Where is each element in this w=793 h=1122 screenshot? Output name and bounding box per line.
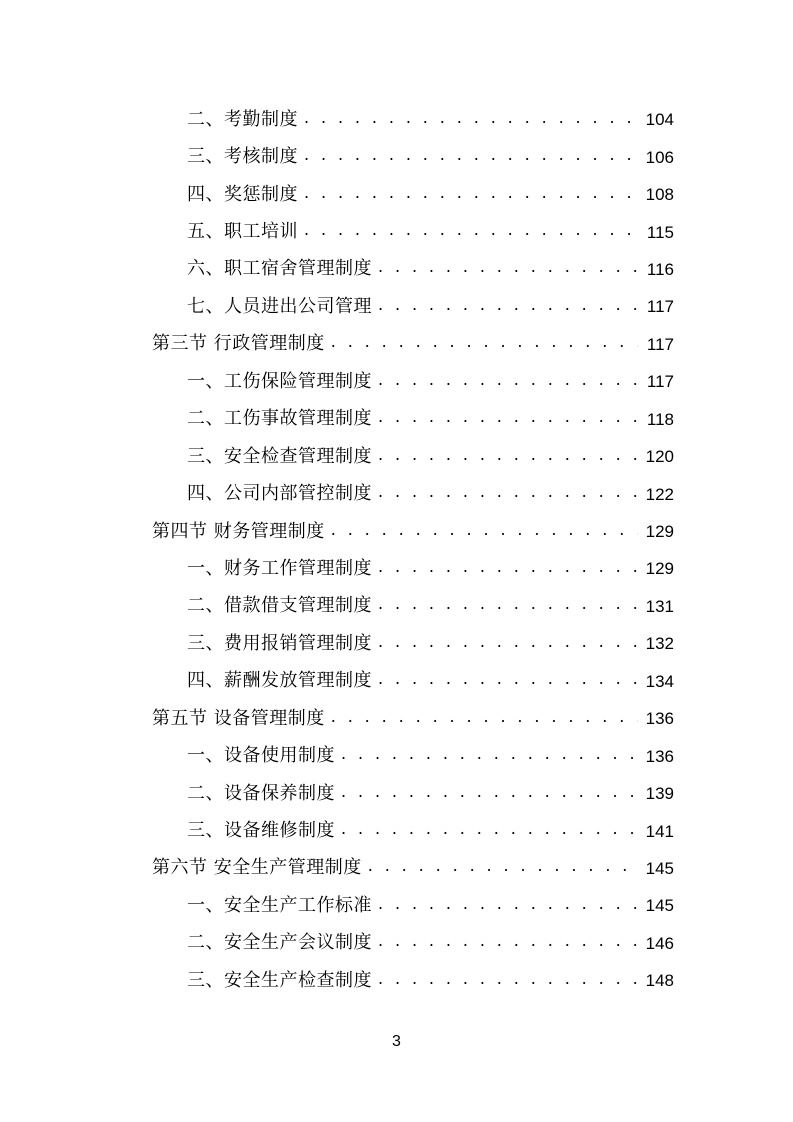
toc-entry-page: 139 [645,784,674,804]
toc-entry-page: 136 [645,709,674,729]
page-number: 3 [392,1033,401,1050]
toc-entry-page: 148 [645,971,674,991]
toc-entry-label: 三、设备维修制度 [187,820,335,842]
toc-entry-label: 二、设备保养制度 [187,782,335,804]
toc-entry-page: 115 [646,222,674,242]
toc-entry[interactable] [0,213,793,250]
toc-entry[interactable] [0,251,793,288]
toc-entry[interactable] [0,737,793,774]
toc-entry-label: 七、人员进出公司管理 [187,295,372,317]
toc-entry[interactable] [0,588,793,625]
toc-entry[interactable] [0,101,793,138]
toc-entry-label: 第六节 安全生产管理制度 [152,857,362,879]
toc-entry-label: 六、职工宿舍管理制度 [187,258,372,280]
toc-entry-page: 129 [645,522,674,542]
toc-dot-leader [304,110,638,126]
toc-entry-page: 145 [645,896,674,916]
toc-dot-leader [341,784,638,800]
toc-entry-label: 第四节 财务管理制度 [152,520,325,542]
toc-dot-leader [304,222,638,238]
toc-dot-leader [331,709,638,725]
toc-section-entry[interactable] [0,850,793,887]
toc-entry-page: 116 [646,259,674,279]
toc-entry-page: 134 [645,671,674,691]
toc-entry-label: 四、薪酬发放管理制度 [187,670,372,692]
toc-section-entry[interactable] [0,700,793,737]
toc-entry-label: 四、奖惩制度 [187,183,298,205]
toc-entry-label: 一、设备使用制度 [187,745,335,767]
toc-entry-label: 四、公司内部管控制度 [187,483,372,505]
toc-entry-label: 一、财务工作管理制度 [187,557,372,579]
toc-entry-page: 117 [646,334,674,354]
toc-entry-label: 三、安全生产检查制度 [187,969,372,991]
toc-dot-leader [378,971,638,987]
toc-entry[interactable] [0,401,793,438]
toc-dot-leader [378,297,638,313]
toc-dot-leader [341,821,638,837]
toc-entry[interactable] [0,625,793,662]
toc-entry[interactable] [0,887,793,924]
toc-entry[interactable] [0,288,793,325]
toc-entry[interactable] [0,812,793,849]
toc-dot-leader [378,634,638,650]
toc-entry-label: 三、费用报销管理制度 [187,632,372,654]
toc-entry-page: 104 [645,110,674,130]
toc-entry-page: 120 [645,447,674,467]
toc-dot-leader [304,185,638,201]
toc-entry-page: 136 [645,746,674,766]
toc-entry-page: 122 [645,484,674,504]
toc-entry-page: 108 [645,185,674,205]
toc-entry-page: 146 [645,933,674,953]
toc-entry-page: 118 [646,409,674,429]
toc-entry-label: 三、安全检查管理制度 [187,445,372,467]
toc-dot-leader [378,933,638,949]
toc-entry-page: 117 [646,297,674,317]
toc-entry-label: 二、安全生产会议制度 [187,932,372,954]
toc-dot-leader [378,409,638,425]
toc-entry[interactable] [0,363,793,400]
toc-entry[interactable] [0,925,793,962]
toc-entry-page: 117 [646,372,674,392]
toc-section-entry[interactable] [0,513,793,550]
toc-entry-page: 106 [645,147,674,167]
toc-dot-leader [378,372,638,388]
toc-section-entry[interactable] [0,326,793,363]
toc-dot-leader [378,484,638,500]
table-of-contents [0,101,793,1000]
toc-dot-leader [368,858,638,874]
toc-dot-leader [331,522,638,538]
toc-dot-leader [378,559,638,575]
toc-dot-leader [378,596,638,612]
toc-entry-page: 132 [645,634,674,654]
toc-dot-leader [378,447,638,463]
toc-dot-leader [304,147,638,163]
toc-entry[interactable] [0,475,793,512]
toc-entry-label: 第五节 设备管理制度 [152,707,325,729]
toc-entry-label: 二、借款借支管理制度 [187,595,372,617]
toc-entry-label: 五、职工培训 [187,221,298,243]
toc-entry-label: 三、考核制度 [187,146,298,168]
toc-entry-label: 一、安全生产工作标准 [187,894,372,916]
toc-entry[interactable] [0,962,793,999]
toc-entry-page: 131 [645,596,674,616]
toc-entry[interactable] [0,176,793,213]
toc-entry-label: 第三节 行政管理制度 [152,333,325,355]
toc-entry-page: 129 [645,559,674,579]
toc-entry-page: 145 [645,858,674,878]
toc-dot-leader [331,334,638,350]
toc-entry[interactable] [0,438,793,475]
toc-entry-page: 141 [645,821,674,841]
toc-entry[interactable] [0,138,793,175]
toc-entry-label: 一、工伤保险管理制度 [187,370,372,392]
toc-entry-label: 二、考勤制度 [187,108,298,130]
toc-dot-leader [378,259,638,275]
toc-entry[interactable] [0,663,793,700]
toc-entry[interactable] [0,550,793,587]
toc-dot-leader [341,746,638,762]
toc-dot-leader [378,896,638,912]
toc-entry-label: 二、工伤事故管理制度 [187,408,372,430]
toc-dot-leader [378,671,638,687]
toc-entry[interactable] [0,775,793,812]
